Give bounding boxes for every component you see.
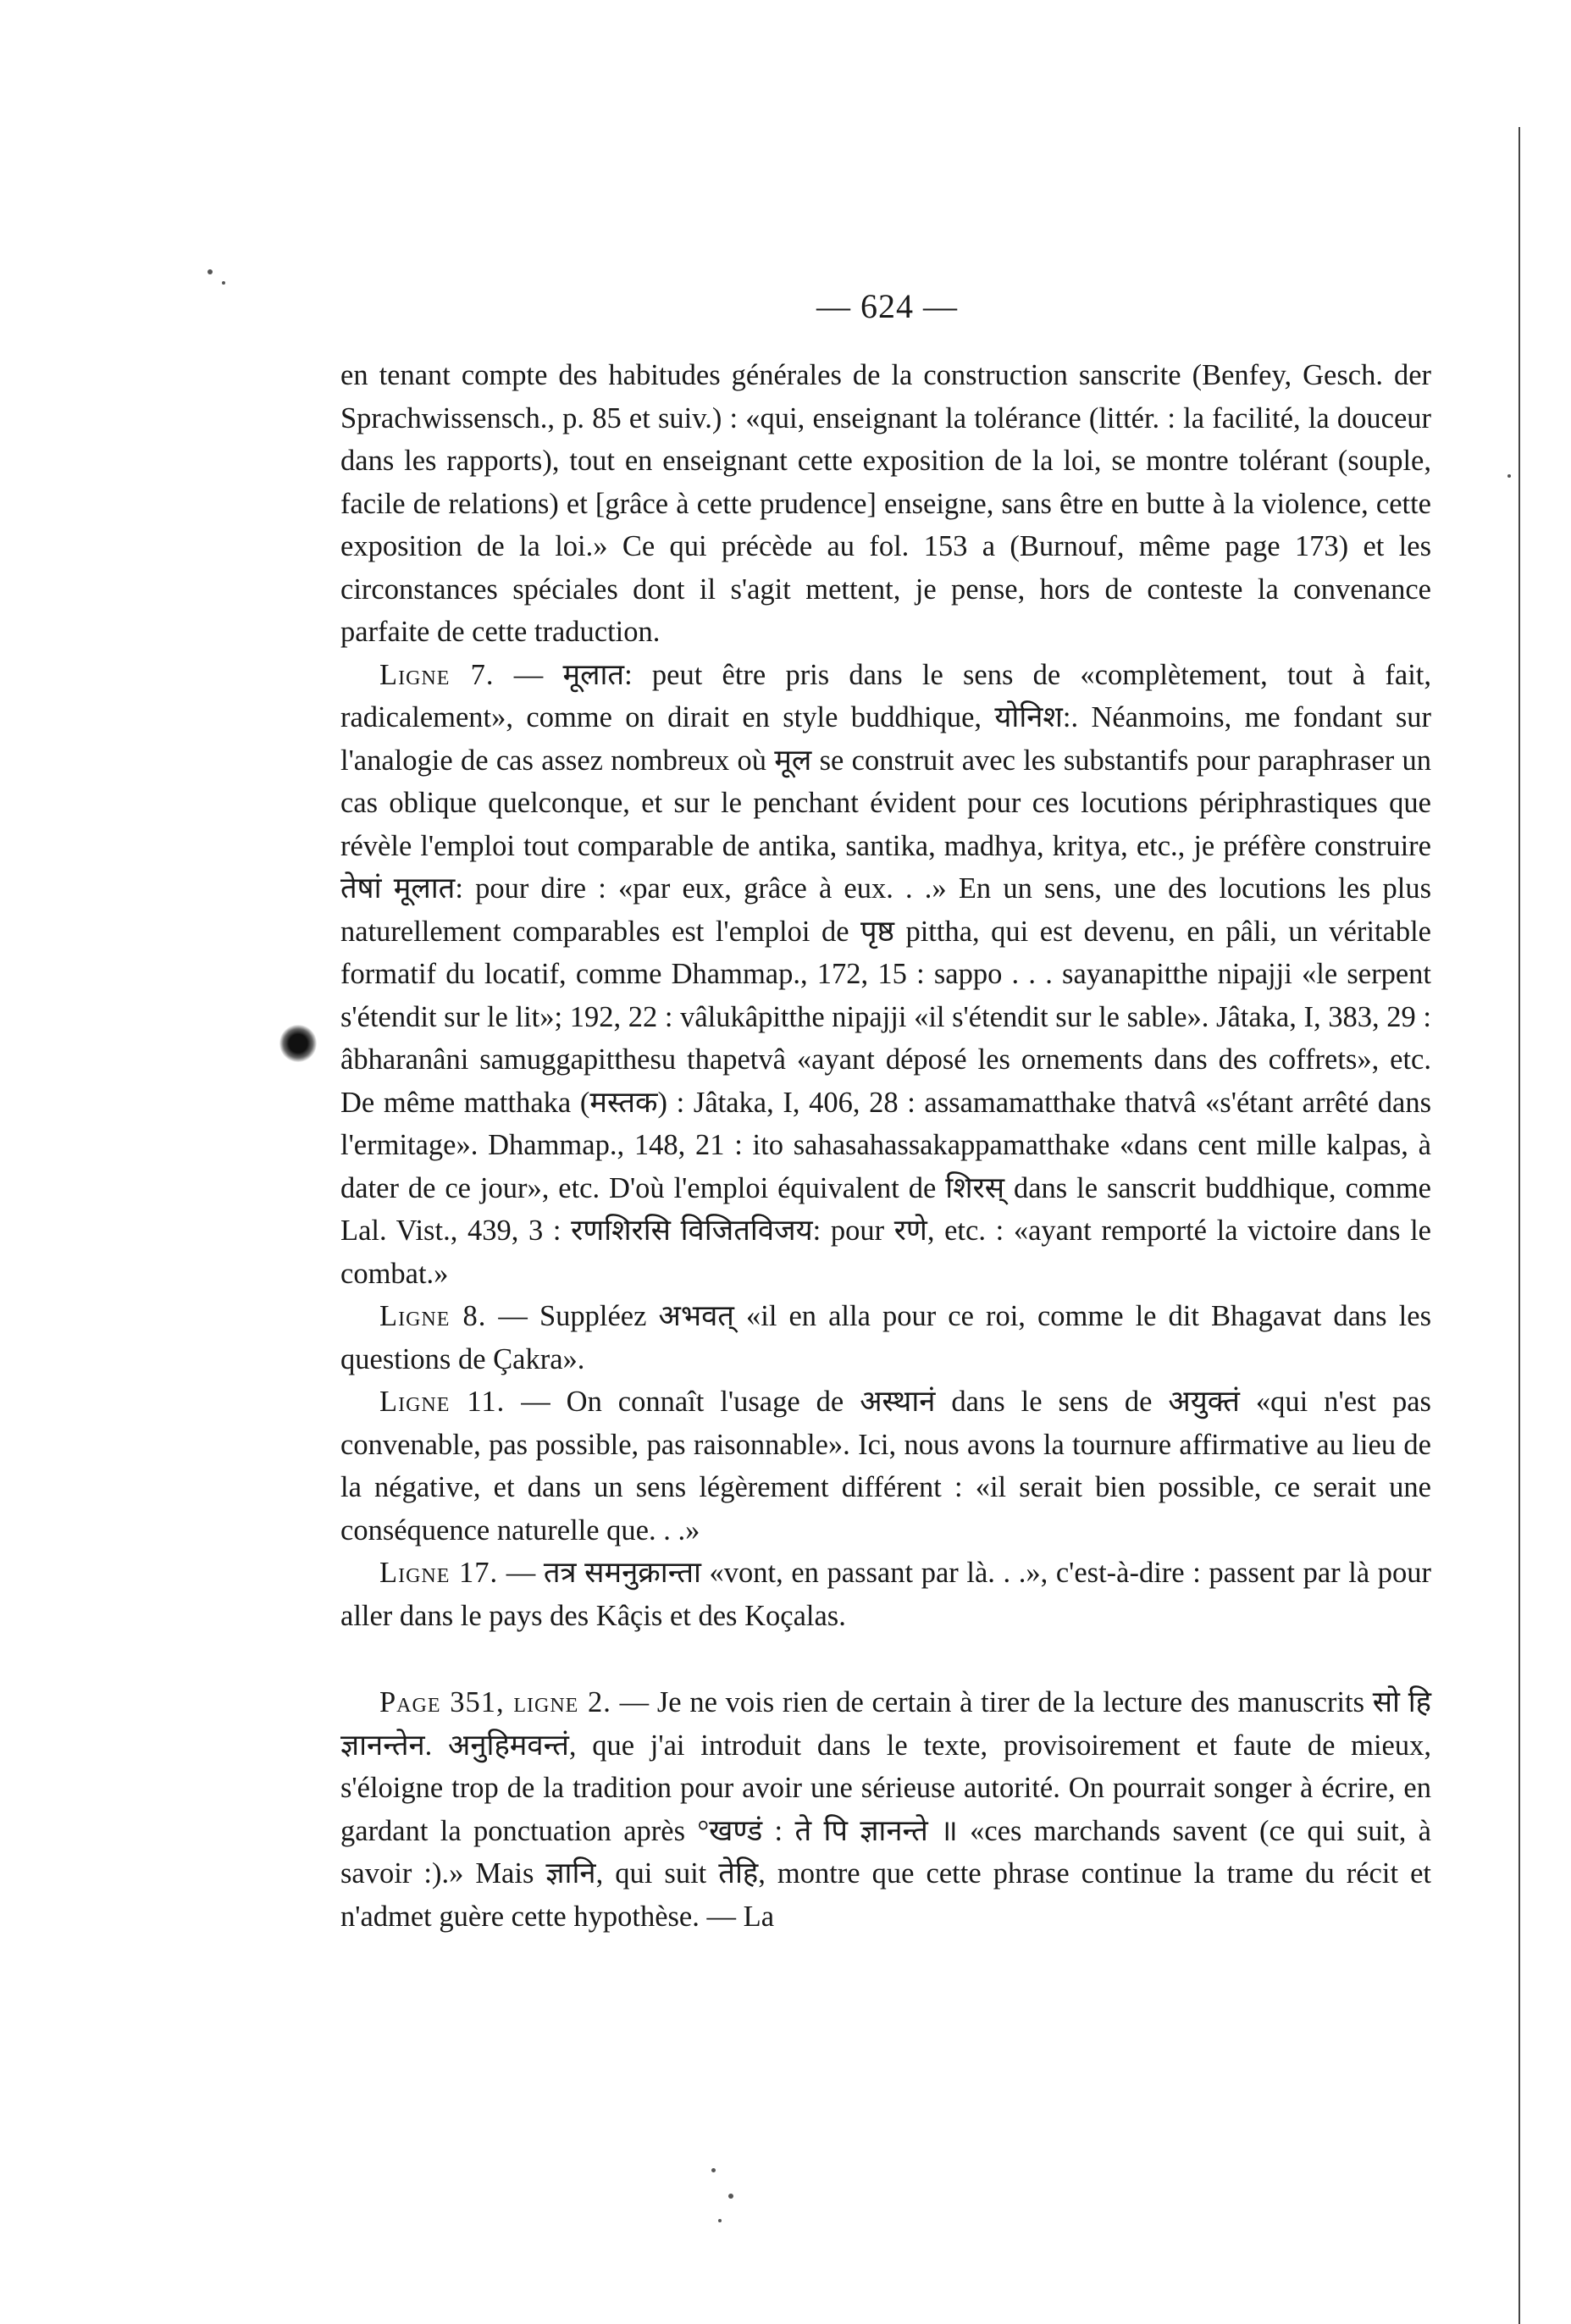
- paragraph-text: — Je ne vois rien de certain à tirer de la lecture des manuscrits सो हि ज्ञानन्तेन. अनुहिमवन्तं, que j'ai introduit dans le texte, provisoirement et faute de mieux, s'éloigne trop de la tradition pour avoir une sérieuse autorité. On pourrait songer à écrire, en gardant la ponctuation après °खण्डं : ते पि ज्ञानन्ते ॥ «ces marchands savent (ce qui suit, à savoir :).» Mais ज्ञानि, qui suit तेहि, montre que cette phrase continue la trame du récit et n'admet guère cette hypothèse. — La: [340, 1686, 1431, 1933]
- speck: [728, 2194, 733, 2199]
- paragraph: [340, 354, 1431, 654]
- paragraph-text: — तत्र समनुक्रान्ता «vont, en passant par là. . .», c'est-à-dire : passent par là pour aller dans le pays des Kâçis et des Koçalas.: [340, 1557, 1431, 1632]
- page-edge-rule: [1518, 127, 1520, 2324]
- text-body: [340, 354, 1431, 1938]
- paragraph: [340, 1552, 1431, 1637]
- speck: [1507, 474, 1511, 478]
- line-label: Ligne 17.: [379, 1557, 499, 1589]
- line-label: Ligne 7.: [379, 658, 495, 691]
- paragraph-text: — Suppléez अभवत् «il en alla pour ce roi, comme le dit Bhagavat dans les questions de Çakra».: [340, 1300, 1431, 1375]
- line-label: Page 351, ligne 2.: [379, 1686, 611, 1718]
- paragraph: [340, 1381, 1431, 1552]
- page-number: — 624 —: [816, 287, 958, 325]
- line-label: Ligne 8.: [379, 1300, 487, 1332]
- paragraph: [340, 1295, 1431, 1381]
- line-label: Ligne 11.: [379, 1386, 506, 1418]
- paragraph: [340, 1681, 1431, 1938]
- paragraph-text: en tenant compte des habitudes générales de la construction sanscrite (Benfey, Gesch. der Sprachwissensch., p. 85 et suiv.) : «qui, enseignant la tolérance (littér. : la facilité, la douceur dans les rapports), tout en enseignant cette exposition de la loi, se montre tolérant (souple, facile de relations) et [grâce à cette prudence] enseigne, sans être en butte à la violence, cette exposition de la loi.» Ce qui précède au fol. 153 a (Burnouf, même page 173) et les circonstances spéciales dont il s'agit mettent, je pense, hors de conteste la convenance parfaite de cette traduction.: [340, 359, 1431, 648]
- speck: [711, 2168, 716, 2172]
- paragraph-text: — On connaît l'usage de अस्थानं dans le sens de अयुक्तं «qui n'est pas convenable, pas possible, pas raisonnable». Ici, nous avons la tournure affirmative au lieu de la négative, et dans un sens légèrement différent : «il serait bien possible, ce serait une conséquence naturelle que. . .»: [340, 1386, 1431, 1547]
- speck: [207, 269, 213, 274]
- ink-blot: [279, 1025, 317, 1062]
- section-gap: [340, 1637, 1431, 1681]
- speck: [222, 281, 225, 285]
- paragraph-text: — मूलात: peut être pris dans le sens de «complètement, tout à fait, radicalement», comme on dirait en style buddhique, योनिश:. Néanmoins, me fondant sur l'analogie de cas assez nombreux où मूल se construit avec les substantifs pour paraphraser un cas oblique quelconque, et sur le penchant évident pour ces locutions périphrastiques que révèle l'emploi tout comparable de antika, santika, madhya, kritya, etc., je préfère construire तेषां मूलात: pour dire : «par eux, grâce à eux. . .» En un sens, une des locutions les plus naturellement comparables est l'emploi de पृष्ठ pittha, qui est devenu, en pâli, un véritable formatif du locatif, comme Dhammap., 172, 15 : sappo . . . sayanapitthe nipajji «le serpent s'étendit sur le lit»; 192, 22 : vâlukâpitthe nipajji «il s'étendit sur le sable». Jâtaka, I, 383, 29 : âbharanâni samuggapitthesu thapetvâ «ayant déposé les ornements dans des coffrets», etc. De même matthaka (मस्तक) : Jâtaka, I, 406, 28 : assamamatthake thatvâ «s'étant arrêté dans l'ermitage». Dhammap., 148, 21 : ito sahasahassakappamatthake «dans cent mille kalpas, à dater de ce jour», etc. D'où l'emploi équivalent de शिरस् dans le sanscrit buddhique, comme Lal. Vist., 439, 3 : रणशिरसि विजितविजय: pour रणे, etc. : «ayant remporté la victoire dans le combat.»: [340, 658, 1431, 1290]
- paragraph: [340, 654, 1431, 1296]
- speck: [718, 2219, 722, 2222]
